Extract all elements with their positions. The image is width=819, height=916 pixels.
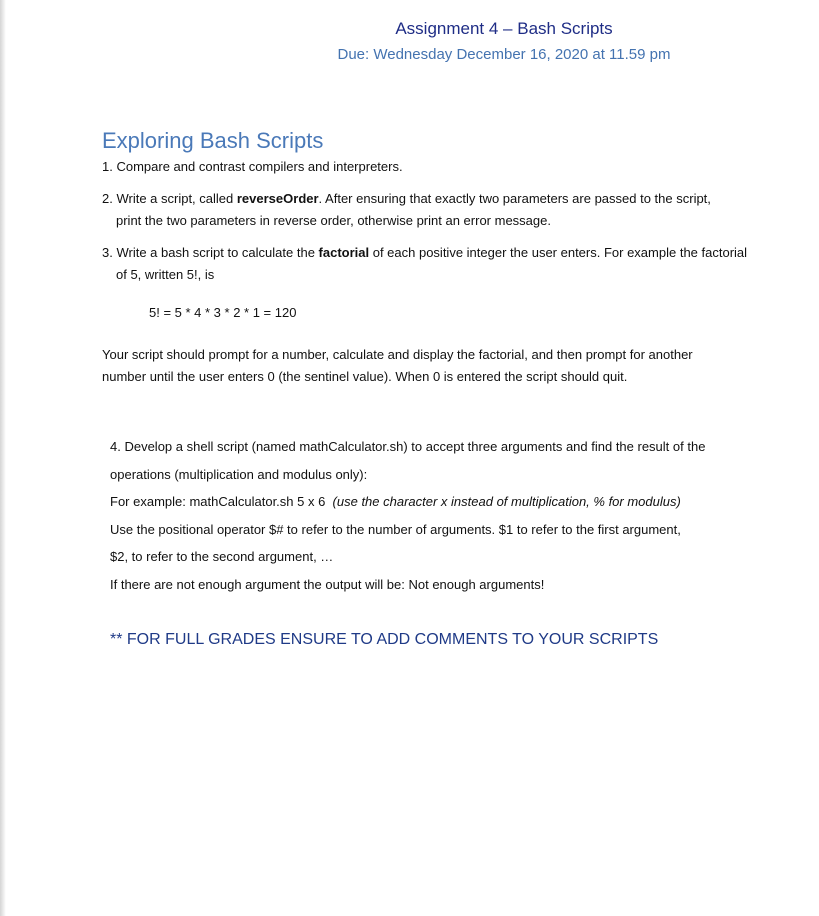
question-3-text-start: 3. Write a bash script to calculate the — [102, 245, 319, 260]
question-1 — [102, 156, 742, 178]
question-3-text-end: of each positive integer the user enters. For example the factorial of 5, written 5!, is — [116, 245, 748, 282]
question-4-line-5: $2, to refer to the second argument, … — [110, 549, 334, 564]
question-1-text: 1. Compare and contrast compilers and interpreters. — [102, 159, 403, 174]
question-4-example — [110, 488, 750, 516]
question-4-line-6: If there are not enough argument the output will be: Not enough arguments! — [110, 576, 545, 592]
factorial-formula: 5! = 5 * 4 * 3 * 2 * 1 = 120 — [149, 305, 297, 320]
question-2-text-end: . After ensuring that exactly two parameters are passed to the script, print the two parameters in reverse order, otherwise print an error message. — [116, 191, 711, 228]
question-4-line-4: Use the positional operator $# to refer to the number of arguments. $1 to refer to the first argument, — [110, 521, 681, 537]
question-4-line-1: 4. Develop a shell script (named mathCalculator.sh) to accept three arguments and find the result of the — [110, 439, 706, 454]
question-2-text-start: 2. Write a script, called — [102, 191, 237, 206]
question-4-example-command: For example: mathCalculator.sh 5 x 6 — [110, 494, 333, 509]
question-3-followup: Your script should prompt for a number, calculate and display the factorial, and then prompt for another number until the user enters 0 (the sentinel value). When 0 is entered the script should quit. — [102, 347, 693, 384]
question-3-keyword: factorial — [318, 245, 370, 260]
question-4-example-note: (use the character x instead of multiplication, % for modulus) — [332, 494, 681, 509]
question-4 — [110, 433, 750, 598]
section-heading: Exploring Bash Scripts — [102, 128, 324, 153]
grading-note: ** FOR FULL GRADES ENSURE TO ADD COMMENTS TO YOUR SCRIPTS — [110, 631, 659, 648]
due-date: Due: Wednesday December 16, 2020 at 11.59 pm — [337, 46, 671, 63]
question-2 — [102, 188, 726, 232]
question-2-script-name: reverseOrder — [236, 191, 319, 206]
assignment-title: Assignment 4 – Bash Scripts — [395, 19, 613, 38]
question-4-line-2: operations (multiplication and modulus only): — [110, 466, 368, 482]
question-3 — [102, 242, 751, 286]
